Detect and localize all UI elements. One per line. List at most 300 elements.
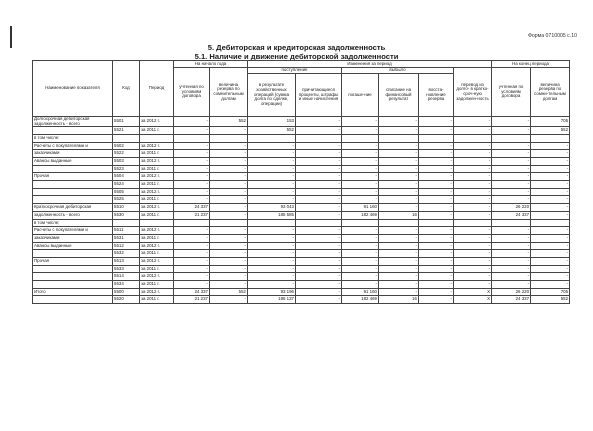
row-value-cell: - <box>531 273 570 281</box>
row-value-cell: - <box>296 188 342 196</box>
row-value-cell: - <box>210 173 248 181</box>
row-value-cell: - <box>379 196 419 204</box>
row-value-cell: - <box>248 281 296 289</box>
row-period-cell <box>140 134 174 142</box>
row-code-cell: 5531 <box>113 234 140 242</box>
row-value-cell <box>342 134 379 142</box>
row-value-cell: - <box>379 242 419 250</box>
row-period-cell: за 2012 г. <box>140 188 174 196</box>
row-value-cell: - <box>379 181 419 189</box>
row-value-cell: X <box>454 288 492 296</box>
row-value-cell: - <box>342 188 379 196</box>
row-value-cell: - <box>492 142 531 150</box>
row-value-cell: - <box>174 117 210 127</box>
row-value-cell: - <box>419 158 454 166</box>
row-value-cell: - <box>531 250 570 258</box>
row-value-cell: - <box>342 234 379 242</box>
row-value-cell: - <box>210 196 248 204</box>
row-period-cell: за 2012 г. <box>140 142 174 150</box>
header-inc-interest: причитающиеся проценты, штрафы и иные начисления <box>296 74 342 117</box>
row-value-cell: - <box>210 265 248 273</box>
row-value-cell <box>379 219 419 227</box>
row-value-cell: - <box>342 196 379 204</box>
row-value-cell: - <box>342 158 379 166</box>
row-value-cell: - <box>454 211 492 219</box>
row-value-cell: - <box>174 257 210 265</box>
row-name-cell <box>33 196 113 204</box>
row-value-cell: - <box>174 127 210 135</box>
row-code-cell: 5504 <box>113 173 140 181</box>
table-row <box>33 250 570 258</box>
row-value-cell: - <box>531 227 570 235</box>
row-name-cell <box>33 181 113 189</box>
row-value-cell: - <box>174 196 210 204</box>
row-code-cell: 5514 <box>113 273 140 281</box>
row-value-cell: 26 220 <box>492 204 531 212</box>
row-value-cell: - <box>174 173 210 181</box>
row-value-cell: - <box>531 211 570 219</box>
row-value-cell: - <box>342 165 379 173</box>
header-start-group: На начало года <box>174 61 248 68</box>
row-value-cell: - <box>419 142 454 150</box>
row-value-cell: - <box>210 204 248 212</box>
row-name-cell: в том числе: <box>33 219 113 227</box>
row-period-cell: за 2011 г. <box>140 127 174 135</box>
row-value-cell: - <box>419 127 454 135</box>
row-code-cell: 5522 <box>113 150 140 158</box>
row-value-cell: - <box>296 127 342 135</box>
row-value-cell: - <box>419 173 454 181</box>
row-value-cell: - <box>296 165 342 173</box>
row-code-cell: 5523 <box>113 165 140 173</box>
row-name-cell <box>33 296 113 304</box>
row-value-cell: - <box>454 265 492 273</box>
row-value-cell: - <box>492 234 531 242</box>
table-row <box>33 134 570 142</box>
row-period-cell: за 2011 г. <box>140 181 174 189</box>
row-value-cell: - <box>492 257 531 265</box>
row-value-cell <box>379 134 419 142</box>
row-value-cell: - <box>342 281 379 289</box>
row-value-cell: - <box>174 234 210 242</box>
row-value-cell: - <box>531 165 570 173</box>
row-period-cell: за 2012 г. <box>140 204 174 212</box>
row-value-cell: - <box>174 188 210 196</box>
row-value-cell: - <box>419 296 454 304</box>
row-name-cell: задолженность - всего <box>33 211 113 219</box>
row-value-cell: - <box>379 250 419 258</box>
row-code-cell: 5534 <box>113 281 140 289</box>
row-value-cell: - <box>210 273 248 281</box>
row-value-cell: - <box>492 196 531 204</box>
header-start-contract: учтенная по условиям договора <box>174 68 210 117</box>
row-value-cell: - <box>454 250 492 258</box>
row-value-cell: 24 337 <box>174 288 210 296</box>
row-value-cell <box>210 219 248 227</box>
row-code-cell: 5502 <box>113 142 140 150</box>
row-code-cell: 5512 <box>113 242 140 250</box>
table-row <box>33 181 570 189</box>
row-value-cell: - <box>210 234 248 242</box>
row-value-cell: 705 <box>531 288 570 296</box>
row-value-cell <box>248 134 296 142</box>
row-value-cell: - <box>379 265 419 273</box>
row-value-cell: - <box>492 250 531 258</box>
row-value-cell: - <box>296 288 342 296</box>
row-value-cell: - <box>174 273 210 281</box>
row-value-cell: 24 337 <box>174 204 210 212</box>
table-row <box>33 173 570 181</box>
row-value-cell: - <box>342 181 379 189</box>
row-name-cell <box>33 165 113 173</box>
row-value-cell: 93 043 <box>248 204 296 212</box>
row-value-cell: - <box>210 281 248 289</box>
row-code-cell: 5524 <box>113 181 140 189</box>
header-change-group: Изменения за период <box>248 61 492 68</box>
row-value-cell: - <box>379 273 419 281</box>
row-value-cell: - <box>174 265 210 273</box>
table-body <box>33 117 570 304</box>
row-value-cell: - <box>342 273 379 281</box>
row-period-cell: за 2012 г. <box>140 288 174 296</box>
row-value-cell: - <box>210 250 248 258</box>
row-period-cell: за 2011 г. <box>140 196 174 204</box>
table-row <box>33 158 570 166</box>
row-value-cell: - <box>492 281 531 289</box>
row-value-cell: - <box>174 227 210 235</box>
row-value-cell: - <box>454 117 492 127</box>
header-out-restore: восста-новление резерва <box>419 74 454 117</box>
row-period-cell <box>140 219 174 227</box>
row-value-cell: - <box>419 196 454 204</box>
row-value-cell: - <box>248 165 296 173</box>
header-end-contract: учтенная по условиям договора <box>492 68 531 117</box>
row-value-cell: - <box>296 173 342 181</box>
row-value-cell: 153 <box>248 117 296 127</box>
receivables-table <box>32 60 570 304</box>
row-value-cell: - <box>296 281 342 289</box>
row-value-cell: 182 469 <box>342 211 379 219</box>
row-value-cell: - <box>296 204 342 212</box>
row-value-cell: - <box>492 173 531 181</box>
row-value-cell: - <box>296 234 342 242</box>
row-value-cell: - <box>296 273 342 281</box>
row-code-cell: 5505 <box>113 188 140 196</box>
row-name-cell <box>33 188 113 196</box>
row-value-cell: X <box>454 296 492 304</box>
row-value-cell <box>454 219 492 227</box>
row-value-cell: - <box>248 273 296 281</box>
row-value-cell: - <box>210 242 248 250</box>
row-value-cell: 552 <box>531 296 570 304</box>
row-value-cell: - <box>379 188 419 196</box>
form-id: Форма 0710005 с.10 <box>527 33 577 39</box>
row-value-cell: - <box>419 288 454 296</box>
row-name-cell <box>33 281 113 289</box>
row-value-cell: - <box>248 242 296 250</box>
row-value-cell: - <box>379 234 419 242</box>
row-value-cell: - <box>379 150 419 158</box>
row-value-cell: - <box>296 227 342 235</box>
row-code-cell: 5520 <box>113 296 140 304</box>
row-value-cell <box>492 134 531 142</box>
row-value-cell: - <box>296 265 342 273</box>
row-value-cell: 91 160 <box>342 204 379 212</box>
row-value-cell: 24 337 <box>492 211 531 219</box>
row-value-cell: 16 <box>379 211 419 219</box>
row-value-cell: - <box>174 150 210 158</box>
row-value-cell: - <box>379 204 419 212</box>
header-inc-ops: в результате хозяйственных операций (сумма долга по сделке, операции) <box>248 74 296 117</box>
table-row <box>33 273 570 281</box>
row-value-cell: 186 137 <box>248 296 296 304</box>
row-name-cell <box>33 273 113 281</box>
row-code-cell: 5513 <box>113 257 140 265</box>
table-row <box>33 242 570 250</box>
row-name-cell: Расчеты с покупателями и <box>33 142 113 150</box>
row-value-cell: 24 337 <box>492 296 531 304</box>
row-value-cell: - <box>454 227 492 235</box>
row-value-cell: - <box>174 142 210 150</box>
row-value-cell: - <box>296 150 342 158</box>
row-value-cell: - <box>210 127 248 135</box>
row-value-cell: 93 196 <box>248 288 296 296</box>
row-value-cell: - <box>531 242 570 250</box>
row-period-cell: за 2011 г. <box>140 296 174 304</box>
row-value-cell: - <box>454 242 492 250</box>
row-value-cell: - <box>379 227 419 235</box>
row-code-cell <box>113 134 140 142</box>
row-period-cell: за 2012 г. <box>140 173 174 181</box>
row-value-cell <box>531 134 570 142</box>
table-row <box>33 150 570 158</box>
row-value-cell: - <box>296 142 342 150</box>
row-value-cell: 552 <box>210 288 248 296</box>
row-value-cell: - <box>419 273 454 281</box>
row-period-cell: за 2011 г. <box>140 234 174 242</box>
row-name-cell: Прочая <box>33 257 113 265</box>
row-value-cell: - <box>342 142 379 150</box>
row-value-cell <box>419 219 454 227</box>
row-value-cell: - <box>296 158 342 166</box>
row-code-cell: 5525 <box>113 196 140 204</box>
row-value-cell <box>248 219 296 227</box>
row-value-cell: - <box>248 188 296 196</box>
row-value-cell: 91 160 <box>342 288 379 296</box>
row-value-cell: - <box>454 196 492 204</box>
row-value-cell: - <box>296 196 342 204</box>
row-value-cell: - <box>492 165 531 173</box>
row-value-cell: - <box>248 250 296 258</box>
row-value-cell: - <box>492 227 531 235</box>
row-code-cell <box>113 219 140 227</box>
table-row <box>33 142 570 150</box>
row-value-cell: - <box>492 158 531 166</box>
row-value-cell: - <box>174 158 210 166</box>
row-name-cell <box>33 265 113 273</box>
row-value-cell: - <box>419 204 454 212</box>
row-value-cell: - <box>454 204 492 212</box>
row-value-cell: - <box>248 196 296 204</box>
row-name-cell: заказчиками <box>33 234 113 242</box>
row-value-cell: - <box>210 142 248 150</box>
row-value-cell <box>531 219 570 227</box>
page-title: 5. Дебиторская и кредиторская задолженность <box>207 43 386 52</box>
header-period: Период <box>140 61 174 117</box>
row-value-cell: - <box>248 257 296 265</box>
row-value-cell: - <box>210 296 248 304</box>
row-value-cell: - <box>419 165 454 173</box>
header-transfer: перевод из долго- в кратко-сроч-ную задолжен-ность <box>454 68 492 117</box>
row-value-cell: - <box>210 188 248 196</box>
header-income-group: поступление <box>248 68 342 74</box>
row-value-cell: - <box>342 257 379 265</box>
row-code-cell: 5503 <box>113 158 140 166</box>
row-value-cell: - <box>454 257 492 265</box>
row-value-cell <box>296 134 342 142</box>
row-value-cell: - <box>531 150 570 158</box>
row-value-cell: - <box>296 181 342 189</box>
row-period-cell: за 2011 г. <box>140 165 174 173</box>
table-row <box>33 227 570 235</box>
header-out-repay: погаше-ние <box>342 74 379 117</box>
header-outflow-group: выбыло <box>342 68 454 74</box>
row-code-cell: 5500 <box>113 288 140 296</box>
row-period-cell: за 2012 г. <box>140 257 174 265</box>
row-value-cell: - <box>174 281 210 289</box>
row-period-cell: за 2012 г. <box>140 227 174 235</box>
row-value-cell: 26 220 <box>492 288 531 296</box>
row-value-cell <box>492 219 531 227</box>
row-value-cell: - <box>454 273 492 281</box>
row-value-cell: - <box>379 142 419 150</box>
row-value-cell: - <box>210 150 248 158</box>
row-period-cell: за 2012 г. <box>140 273 174 281</box>
row-value-cell: - <box>419 250 454 258</box>
row-value-cell: - <box>248 173 296 181</box>
row-value-cell: - <box>454 158 492 166</box>
row-value-cell: - <box>210 227 248 235</box>
row-value-cell: - <box>531 265 570 273</box>
row-value-cell: - <box>296 242 342 250</box>
row-value-cell: - <box>492 273 531 281</box>
row-value-cell: - <box>296 117 342 127</box>
row-value-cell: - <box>379 281 419 289</box>
row-period-cell: за 2011 г. <box>140 211 174 219</box>
table-row <box>33 288 570 296</box>
row-value-cell: - <box>296 296 342 304</box>
row-name-cell: Долгосрочная дебиторская задолженность - всего <box>33 117 113 127</box>
row-value-cell: - <box>419 281 454 289</box>
row-code-cell: 5533 <box>113 265 140 273</box>
header-start-reserve: величина резерва по сомнительным долгам <box>210 68 248 117</box>
row-value-cell: 552 <box>210 117 248 127</box>
row-value-cell: 185 585 <box>248 211 296 219</box>
row-value-cell: - <box>419 188 454 196</box>
row-value-cell <box>419 134 454 142</box>
row-period-cell: за 2011 г. <box>140 250 174 258</box>
row-value-cell: - <box>342 127 379 135</box>
row-value-cell: - <box>342 265 379 273</box>
row-value-cell: - <box>342 227 379 235</box>
row-code-cell: 5521 <box>113 127 140 135</box>
row-code-cell: 5510 <box>113 204 140 212</box>
row-period-cell: за 2012 г. <box>140 158 174 166</box>
row-value-cell: - <box>174 250 210 258</box>
row-value-cell <box>454 134 492 142</box>
row-value-cell: 16 <box>379 296 419 304</box>
row-value-cell: - <box>492 265 531 273</box>
row-code-cell: 5511 <box>113 227 140 235</box>
row-value-cell: - <box>454 150 492 158</box>
row-value-cell: - <box>342 117 379 127</box>
row-period-cell: за 2011 г. <box>140 150 174 158</box>
row-value-cell: - <box>419 257 454 265</box>
row-value-cell: - <box>454 181 492 189</box>
row-value-cell: - <box>531 234 570 242</box>
row-period-cell: за 2012 г. <box>140 242 174 250</box>
row-value-cell: - <box>379 158 419 166</box>
row-value-cell: - <box>454 165 492 173</box>
row-value-cell: - <box>379 288 419 296</box>
row-value-cell: - <box>248 234 296 242</box>
row-name-cell <box>33 127 113 135</box>
row-value-cell: - <box>342 173 379 181</box>
row-value-cell: - <box>531 204 570 212</box>
row-name-cell: Авансы выданные <box>33 158 113 166</box>
row-value-cell: - <box>419 211 454 219</box>
row-value-cell: - <box>210 158 248 166</box>
row-value-cell: - <box>419 242 454 250</box>
row-name-cell: в том числе: <box>33 134 113 142</box>
row-code-cell: 5530 <box>113 211 140 219</box>
row-value-cell: - <box>531 281 570 289</box>
row-value-cell <box>174 134 210 142</box>
row-value-cell: - <box>531 257 570 265</box>
row-value-cell: - <box>379 117 419 127</box>
row-value-cell: - <box>492 242 531 250</box>
row-value-cell: - <box>248 142 296 150</box>
row-value-cell: - <box>419 227 454 235</box>
row-value-cell: - <box>248 265 296 273</box>
table-row <box>33 165 570 173</box>
row-value-cell: - <box>492 150 531 158</box>
table-row <box>33 204 570 212</box>
row-value-cell: - <box>210 257 248 265</box>
row-name-cell: Расчеты с покупателями и <box>33 227 113 235</box>
table-row <box>33 234 570 242</box>
row-value-cell: - <box>174 165 210 173</box>
row-value-cell: - <box>379 127 419 135</box>
row-value-cell: 21 237 <box>174 211 210 219</box>
row-name-cell: Прочая <box>33 173 113 181</box>
table-row <box>33 127 570 135</box>
row-name-cell: Краткосрочная дебиторская <box>33 204 113 212</box>
row-value-cell: - <box>492 188 531 196</box>
row-value-cell: - <box>379 165 419 173</box>
row-value-cell: - <box>379 173 419 181</box>
row-value-cell: - <box>419 181 454 189</box>
table-row <box>33 196 570 204</box>
row-value-cell: - <box>492 127 531 135</box>
row-value-cell: - <box>248 150 296 158</box>
row-value-cell: - <box>210 181 248 189</box>
table-row <box>33 281 570 289</box>
row-value-cell: - <box>174 181 210 189</box>
table-row <box>33 117 570 127</box>
row-value-cell: - <box>454 173 492 181</box>
row-name-cell: Итого <box>33 288 113 296</box>
